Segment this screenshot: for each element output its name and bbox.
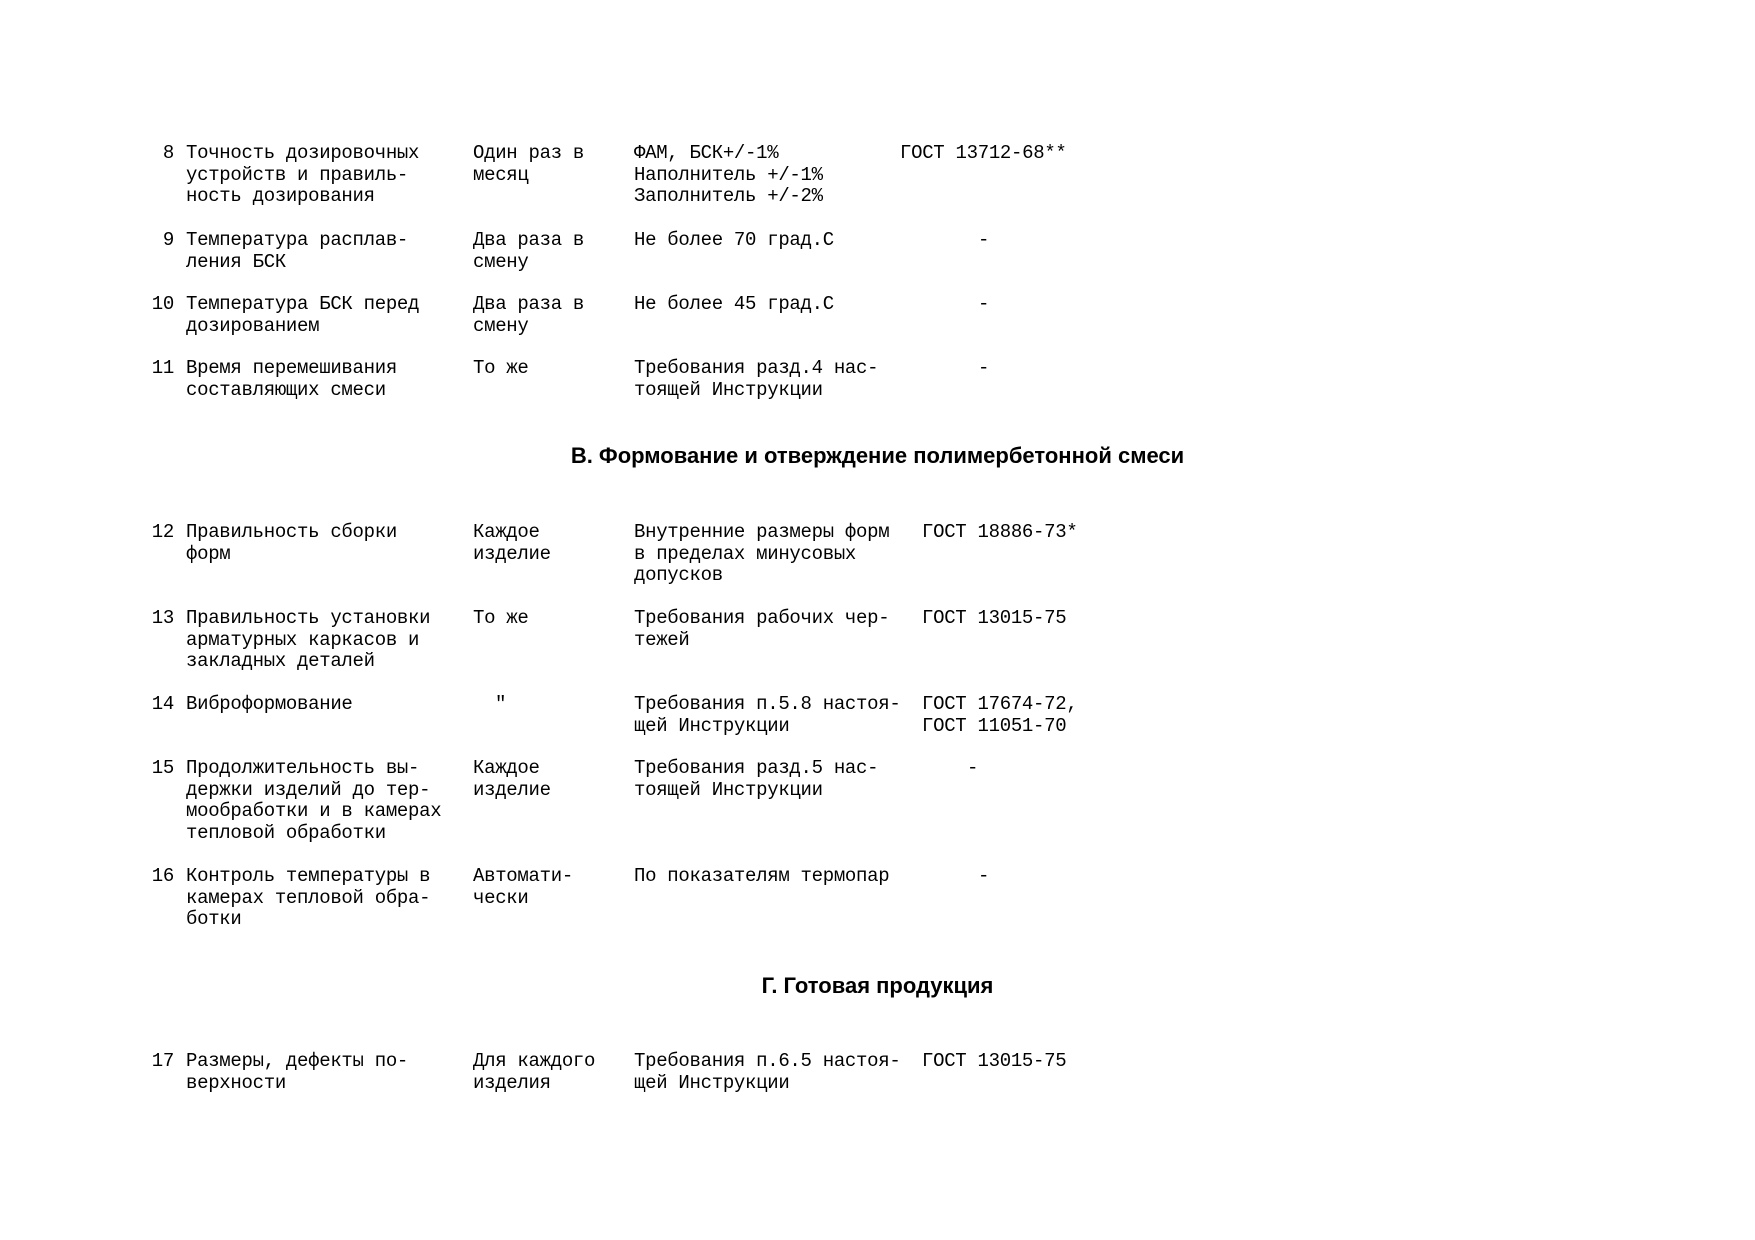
requirement: Требования рабочих чер- тежей [634, 607, 890, 651]
section-heading: В. Формование и отверждение полимербетонной смеси [570, 443, 1185, 468]
control-frequency: Каждое изделие [473, 521, 551, 565]
parameter-name: Контроль температуры в камерах тепловой обра- ботки [186, 865, 431, 931]
parameter-name: Температура расплав- ления БСК [186, 229, 409, 273]
standard-reference: ГОСТ 13015-75 [922, 607, 1067, 629]
standard-reference: ГОСТ 13712-68** [900, 142, 1067, 164]
requirement: ФАМ, БСК+/-1% Наполнитель +/-1% Заполнитель +/-2% [634, 142, 823, 208]
control-frequency: Автомати- чески [473, 865, 573, 909]
control-frequency: То же [473, 357, 529, 379]
row-number: 8 [162, 142, 174, 164]
control-frequency: Один раз в месяц [473, 142, 585, 186]
row-number: 9 [162, 229, 174, 251]
requirement: По показателям термопар [634, 865, 890, 887]
control-frequency: " [495, 693, 507, 715]
row-number: 17 [151, 1050, 174, 1072]
parameter-name: Точность дозировочных устройств и правиль- ность дозирования [186, 142, 420, 208]
standard-reference: - [978, 229, 990, 251]
row-number: 10 [151, 293, 174, 315]
requirement: Требования п.6.5 настоя- щей Инструкции [634, 1050, 901, 1094]
parameter-name: Виброформование [186, 693, 353, 715]
row-number: 13 [151, 607, 174, 629]
parameter-name: Правильность сборки форм [186, 521, 397, 565]
parameter-name: Время перемешивания составляющих смеси [186, 357, 397, 401]
standard-reference: ГОСТ 17674-72, ГОСТ 11051-70 [922, 693, 1078, 737]
control-frequency: Два раза в смену [473, 293, 585, 337]
standard-reference: ГОСТ 13015-75 [922, 1050, 1067, 1072]
standard-reference: - [978, 293, 990, 315]
standard-reference: - [967, 757, 979, 779]
parameter-name: Температура БСК перед дозированием [186, 293, 420, 337]
control-frequency: Каждое изделие [473, 757, 551, 801]
requirement: Требования п.5.8 настоя- щей Инструкции [634, 693, 901, 737]
requirement: Требования разд.4 нас- тоящей Инструкции [634, 357, 879, 401]
parameter-name: Правильность установки арматурных каркасов и закладных деталей [186, 607, 431, 673]
standard-reference: ГОСТ 18886-73* [922, 521, 1078, 543]
row-number: 14 [151, 693, 174, 715]
standard-reference: - [978, 865, 990, 887]
standard-reference: - [978, 357, 990, 379]
requirement: Не более 45 град.С [634, 293, 834, 315]
parameter-name: Продолжительность вы- держки изделий до тер- мообработки и в камерах тепловой обработки [186, 757, 442, 844]
row-number: 11 [151, 357, 174, 379]
control-frequency: То же [473, 607, 529, 629]
requirement: Требования разд.5 нас- тоящей Инструкции [634, 757, 879, 801]
row-number: 12 [151, 521, 174, 543]
row-number: 15 [151, 757, 174, 779]
control-frequency: Для каждого изделия [473, 1050, 596, 1094]
parameter-name: Размеры, дефекты по- верхности [186, 1050, 409, 1094]
row-number: 16 [151, 865, 174, 887]
requirement: Не более 70 град.С [634, 229, 834, 251]
control-frequency: Два раза в смену [473, 229, 585, 273]
section-heading: Г. Готовая продукция [761, 973, 994, 998]
requirement: Внутренние размеры форм в пределах минусовых допусков [634, 521, 890, 587]
